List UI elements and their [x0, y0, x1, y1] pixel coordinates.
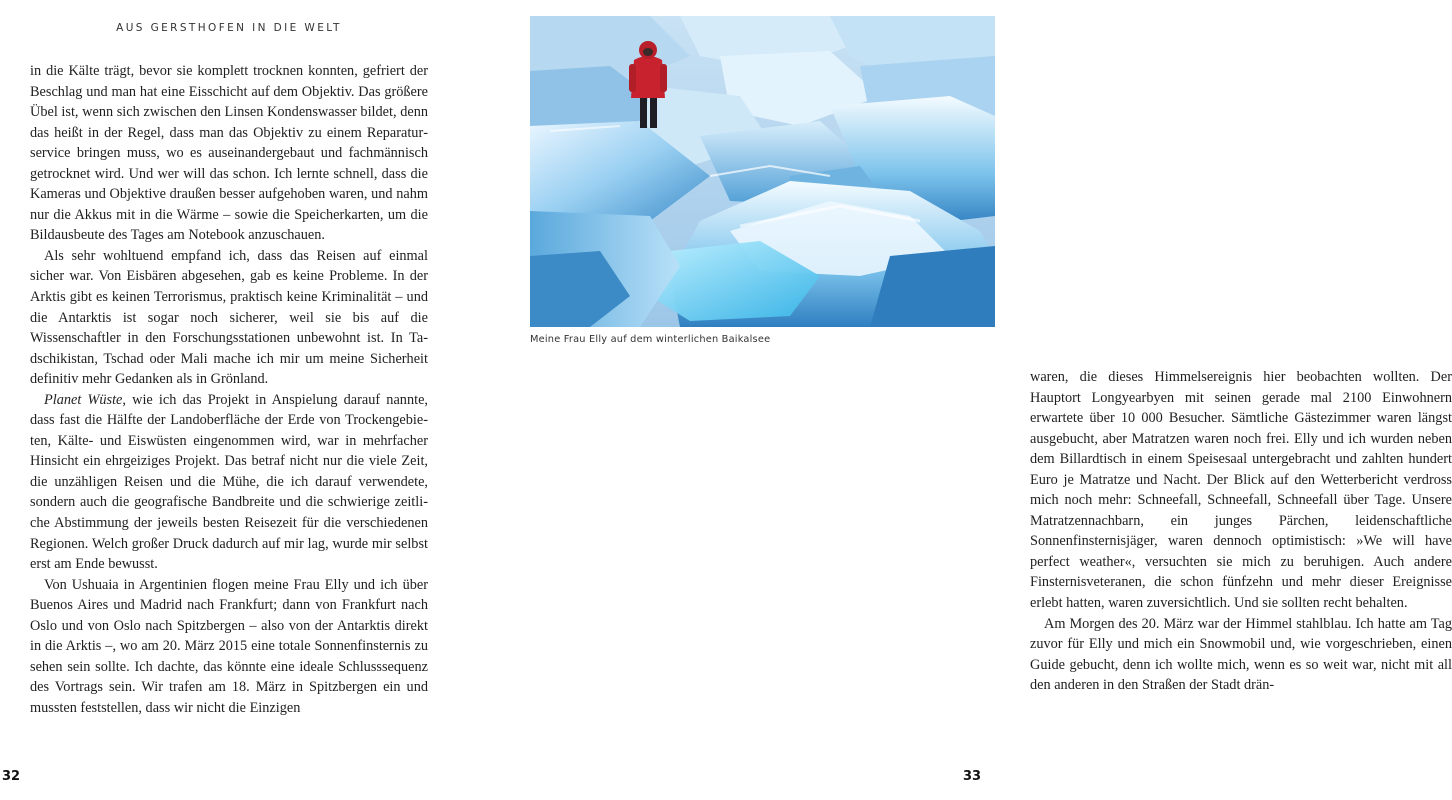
left-paragraph-3 [30, 390, 428, 575]
right-paragraph-2: Am Morgen des 20. März war der Himmel stahlblau. Ich hatte am Tag zuvor für Elly und mich ein Snowmobil und, wie vorgeschrieben, einen Guide gebucht, denn ich wollte mich, wenn es so weit war, nicht mit all den anderen in den Straßen der Stadt drän- [1030, 615, 1452, 694]
right-page [500, 0, 1452, 800]
left-page [0, 0, 500, 800]
right-paragraph-1: waren, die dieses Himmelsereignis hier beobachten wollten. Der Hauptort Longyearbyen mit seinen gerade mal 2100 Einwohnern erwartete über 10 000 Besucher. Sämtliche Gästezimmer waren längst ausgebucht, aber Matratzen waren noch frei. Elly und ich wurden neben dem Billardtisch in einem Speisesaal untergebracht und zahlten hundert Euro je Matratze und Nacht. Der Blick auf den Wetterbericht verdross mich noch mehr: Schneefall, Schneefall, Schneefall über Tage. Unsere Matratzennachbarn, ein junges Pärchen, leidenschaftliche Sonnenfinsternisjäger, waren dennoch optimistisch: »We will have perfect weather«, versuchten sie mich zu beruhigen. Auch andere Finsternisveteranen, die schon fünfzehn und mehr dieser Ereignisse erlebt hatten, waren zuversichtlich. Und sie sollten recht behalten. [1030, 369, 1452, 612]
project-title: Planet Wüste [44, 391, 123, 408]
right-body-text [1030, 367, 1452, 696]
left-paragraph-4: Von Ushuaia in Argentinien flogen meine Frau Elly und ich über Buenos Aires und Madrid nach Frankfurt; dann von Frankfurt nach Oslo und von Oslo nach Spitzbergen – also von der Antarktis direkt in die Arktis –, wo am 20. März 2015 eine totale Sonnenfinsternis zu sehen sein sollte. Ich dachte, das könnte eine ideale Schlusssequenz des Vortrags sein. Wir trafen am 18. März in Spitzbergen ein und mussten feststellen, dass wir nicht die Einzigen [30, 576, 428, 716]
left-paragraph-3-body: , wie ich das Projekt in Anspielung darauf nannte, dass fast die Hälfte der Landoberfläche der Erde von Trockengebieten, Kälte- und Eiswüsten eingenommen wird, war in mehrfacher Hinsicht ein ehrgeiziges Projekt. Das betraf nicht nur die viele Zeit, die unzähligen Reisen und die Mühe, die ich darauf verwendete, sondern auch die geografische Bandbreite und die schwierige zeitliche Abstimmung der jeweils besten Reisezeit für die verschiedenen Regionen. Welch großer Druck dadurch auf mir lag, wurde mir selbst erst am Ende bewusst. [30, 391, 428, 573]
left-paragraph-2: Als sehr wohltuend empfand ich, dass das Reisen auf einmal sicher war. Von Eisbären abgesehen, gab es keine Probleme. In der Arktis gibt es keinen Terrorismus, praktisch keine Kriminalität – und die Antarktis ist sogar noch sicherer, weil sie bis auf die Wissenschaftler in den Forschungsstationen unbewohnt ist. In Tadschikistan, Tschad oder Mali mache ich mir um meine Sicherheit definitiv mehr Gedanken als in Grönland. [30, 247, 428, 388]
photo-caption: Meine Frau Elly auf dem winterlichen Baikalsee [530, 334, 771, 345]
page-number-right: 33 [963, 769, 982, 784]
running-head: AUS GERSTHOFEN IN DIE WELT [116, 22, 342, 34]
left-body-text [30, 61, 428, 719]
baikal-ice-photo [530, 16, 995, 327]
ice-landscape-illustration [530, 16, 995, 327]
left-paragraph-1: in die Kälte trägt, bevor sie komplett trocknen konnten, gefriert der Beschlag und man hat eine Eisschicht auf dem Objektiv. Das größere Übel ist, wenn sich zwischen den Linsen Kondenswasser bildet, denn das heißt in der Regel, dass man das Objektiv zu einem Reparaturservice bringen muss, wo es auseinandergebaut und fachmännisch getrocknet wird. Und wer will das schon. Ich lernte schnell, dass die Kameras und Objektive draußen besser aufgehoben waren, und nahm nur die Akkus mit in die Wärme – sowie die Speicherkarten, um die Bildausbeute des Tages am Notebook anzuschauen. [30, 63, 428, 244]
page-number-left: 32 [2, 769, 21, 784]
